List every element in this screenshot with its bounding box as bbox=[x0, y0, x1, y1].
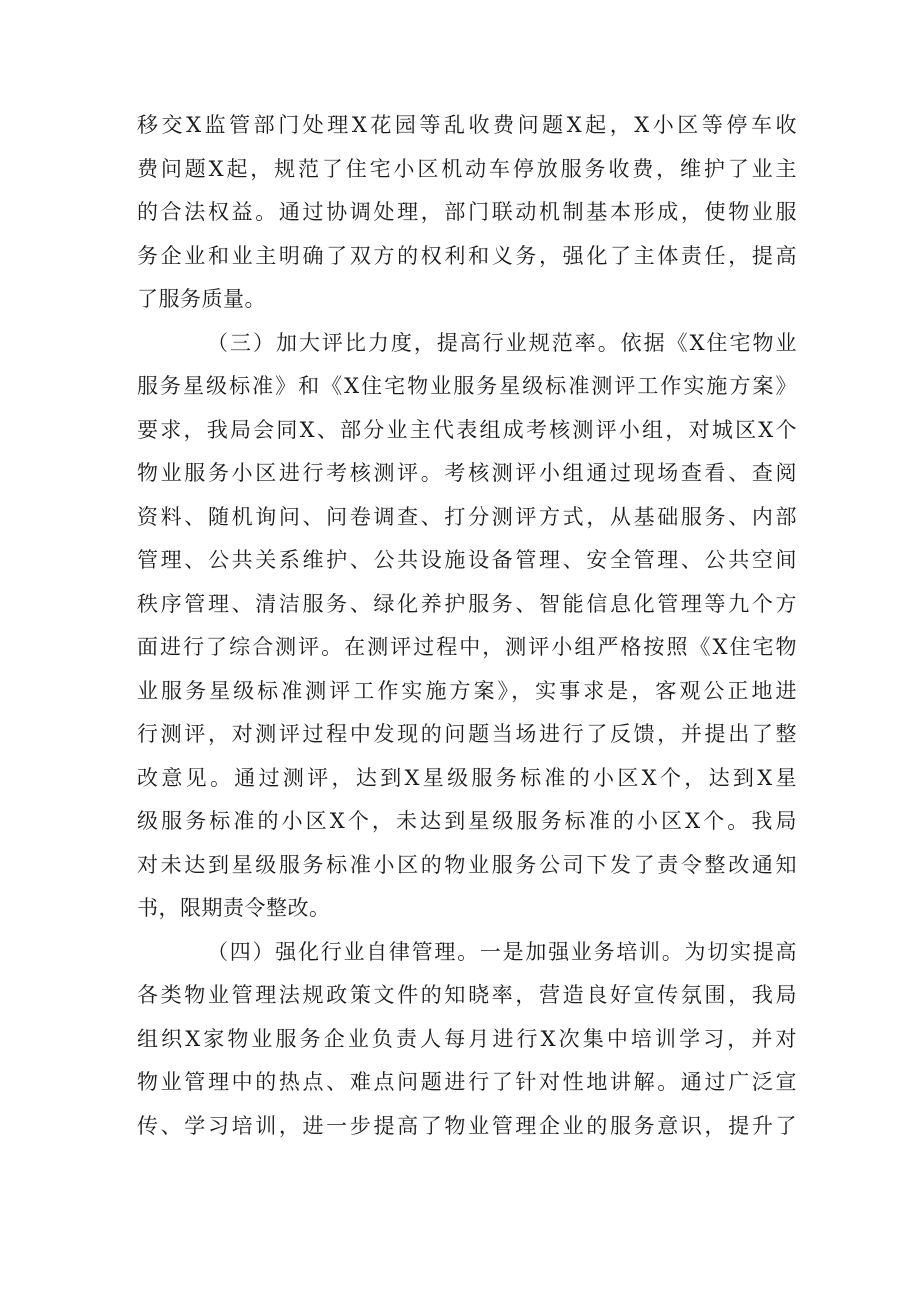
text-line: 资料、随机询问、问卷调查、打分测评方式，从基础服务、内部 bbox=[137, 504, 797, 529]
text-line: 传、学习培训，进一步提高了物业管理企业的服务意识，提升了 bbox=[137, 1113, 797, 1138]
body-text bbox=[137, 104, 797, 1148]
text-line: 管理、公共关系维护、公共设施设备管理、安全管理、公共空间 bbox=[137, 548, 797, 572]
text-line: 的合法权益。通过协调处理，部门联动机制基本形成，使物业服 bbox=[137, 200, 797, 224]
text-line: 务企业和业主明确了双方的权利和义务，强化了主体责任，提高 bbox=[137, 243, 797, 268]
text-line: （四）强化行业自律管理。一是加强业务培训。为切实提高 bbox=[207, 939, 797, 964]
text-line: 书，限期责令整改。 bbox=[137, 896, 331, 920]
text-line: 要求，我局会同X、部分业主代表组成考核测评小组，对城区X个 bbox=[137, 417, 797, 442]
text-line: 面进行了综合测评。在测评过程中，测评小组严格按照《X住宅物 bbox=[137, 635, 797, 659]
text-line: 行测评，对测评过程中发现的问题当场进行了反馈，并提出了整 bbox=[137, 722, 797, 746]
text-line: 服务星级标准》和《X住宅物业服务星级标准测评工作实施方案》 bbox=[137, 374, 797, 398]
text-line: 了服务质量。 bbox=[137, 287, 266, 311]
text-line: 秩序管理、清洁服务、绿化养护服务、智能信息化管理等九个方 bbox=[137, 591, 797, 616]
text-line: 物业服务小区进行考核测评。考核测评小组通过现场查看、查阅 bbox=[137, 461, 797, 485]
text-line: 组织X家物业服务企业负责人每月进行X次集中培训学习，并对 bbox=[137, 1026, 797, 1051]
text-line: （三）加大评比力度，提高行业规范率。依据《X住宅物业 bbox=[207, 330, 797, 355]
text-line: 改意见。通过测评，达到X星级服务标准的小区X个，达到X星 bbox=[137, 765, 797, 790]
text-line: 费问题X起，规范了住宅小区机动车停放服务收费，维护了业主 bbox=[137, 156, 797, 181]
text-line: 移交X监管部门处理X花园等乱收费问题X起，X小区等停车收 bbox=[137, 113, 797, 137]
text-line: 各类物业管理法规政策文件的知晓率，营造良好宣传氛围，我局 bbox=[137, 983, 797, 1007]
text-line: 级服务标准的小区X个，未达到星级服务标准的小区X个。我局 bbox=[137, 809, 797, 833]
text-line: 业服务星级标准测评工作实施方案》，实事求是，客观公正地进 bbox=[137, 678, 797, 703]
text-line: 对未达到星级服务标准小区的物业服务公司下发了责令整改通知 bbox=[137, 852, 797, 877]
text-line: 物业管理中的热点、难点问题进行了针对性地讲解。通过广泛宣 bbox=[137, 1070, 797, 1094]
